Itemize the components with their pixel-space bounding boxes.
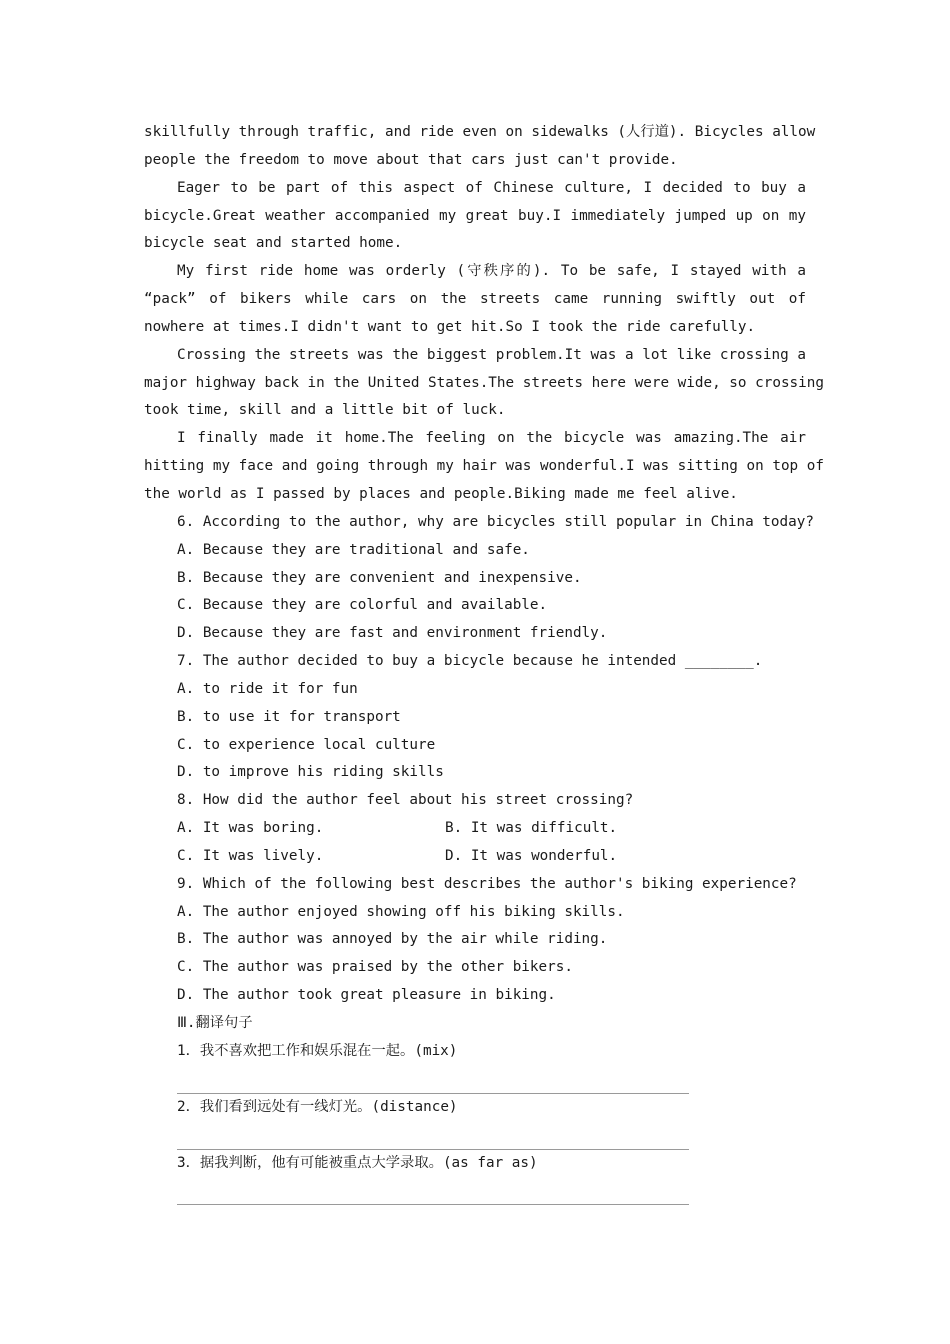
question-8-option-c: C. It was lively. (177, 847, 324, 864)
question-6-stem: 6. According to the author, why are bicycles still popular in China today? (177, 513, 814, 530)
answer-line-2[interactable] (177, 1122, 689, 1150)
question-9-option-d: D. The author took great pleasure in biking. (177, 987, 556, 1004)
passage-line: Eager to be part of this aspect of Chinese culture, I decided to buy a (177, 179, 806, 196)
question-8-options-row (144, 815, 806, 843)
passage-line: bicycle seat and started home. (144, 235, 403, 252)
translation-item-1: 1．我不喜欢把工作和娱乐混在一起。(mix) (177, 1042, 458, 1059)
question-9-option-b: B. The author was annoyed by the air while riding. (177, 931, 608, 948)
question-8-option-a: A. It was boring. (177, 820, 324, 837)
section-3-heading: Ⅲ.翻译句子 (177, 1015, 253, 1031)
question-7-option-b: B. to use it for transport (177, 708, 401, 725)
question-9-option-a: A. The author enjoyed showing off his biking skills. (177, 903, 625, 920)
question-9-stem: 9. Which of the following best describes the author's biking experience? (177, 875, 797, 892)
document-page (144, 119, 824, 1205)
question-6-option-a: A. Because they are traditional and safe. (177, 541, 530, 558)
question-7-option-c: C. to experience local culture (177, 736, 436, 753)
passage-line: My first ride home was orderly (守秩序的). To be safe, I stayed with a (177, 263, 806, 280)
question-6-option-c: C. Because they are colorful and available. (177, 597, 548, 614)
question-8-options-row (144, 843, 806, 871)
question-8-stem: 8. How did the author feel about his street crossing? (177, 792, 634, 809)
passage-line: bicycle.Great weather accompanied my great buy.I immediately jumped up on my (144, 207, 806, 224)
passage-line: major highway back in the United States.The streets here were wide, so crossing (144, 374, 824, 391)
translation-item-2: 2．我们看到远处有一线灯光。(distance) (177, 1098, 458, 1115)
passage-line: the world as I passed by places and people.Biking made me feel alive. (144, 485, 738, 502)
question-6-option-b: B. Because they are convenient and inexpensive. (177, 569, 582, 586)
translation-item-3: 3．据我判断，他有可能被重点大学录取。(as far as) (177, 1154, 538, 1171)
question-9-option-c: C. The author was praised by the other bikers. (177, 959, 573, 976)
question-8-option-d: D. It was wonderful. (445, 847, 618, 864)
passage-line: took time, skill and a little bit of luck. (144, 402, 506, 419)
answer-line-1[interactable] (177, 1066, 689, 1094)
passage-line: “pack” of bikers while cars on the streets came running swiftly out of (144, 291, 806, 308)
passage-line: hitting my face and going through my hair was wonderful.I was sitting on top of (144, 458, 824, 475)
passage-line: Crossing the streets was the biggest problem.It was a lot like crossing a (177, 346, 806, 363)
question-7-stem: 7. The author decided to buy a bicycle because he intended ________. (177, 653, 763, 670)
question-7-option-d: D. to improve his riding skills (177, 764, 444, 781)
question-7-option-a: A. to ride it for fun (177, 680, 358, 697)
passage-line: people the freedom to move about that cars just can't provide. (144, 151, 678, 168)
passage-line: I finally made it home.The feeling on the bicycle was amazing.The air (177, 430, 806, 447)
question-6-option-d: D. Because they are fast and environment friendly. (177, 625, 608, 642)
passage-line: skillfully through traffic, and ride even on sidewalks (人行道). Bicycles allow (144, 124, 816, 140)
answer-line-3[interactable] (177, 1177, 689, 1205)
passage-line: nowhere at times.I didn't want to get hit.So I took the ride carefully. (144, 318, 756, 335)
question-8-option-b: B. It was difficult. (445, 820, 618, 837)
